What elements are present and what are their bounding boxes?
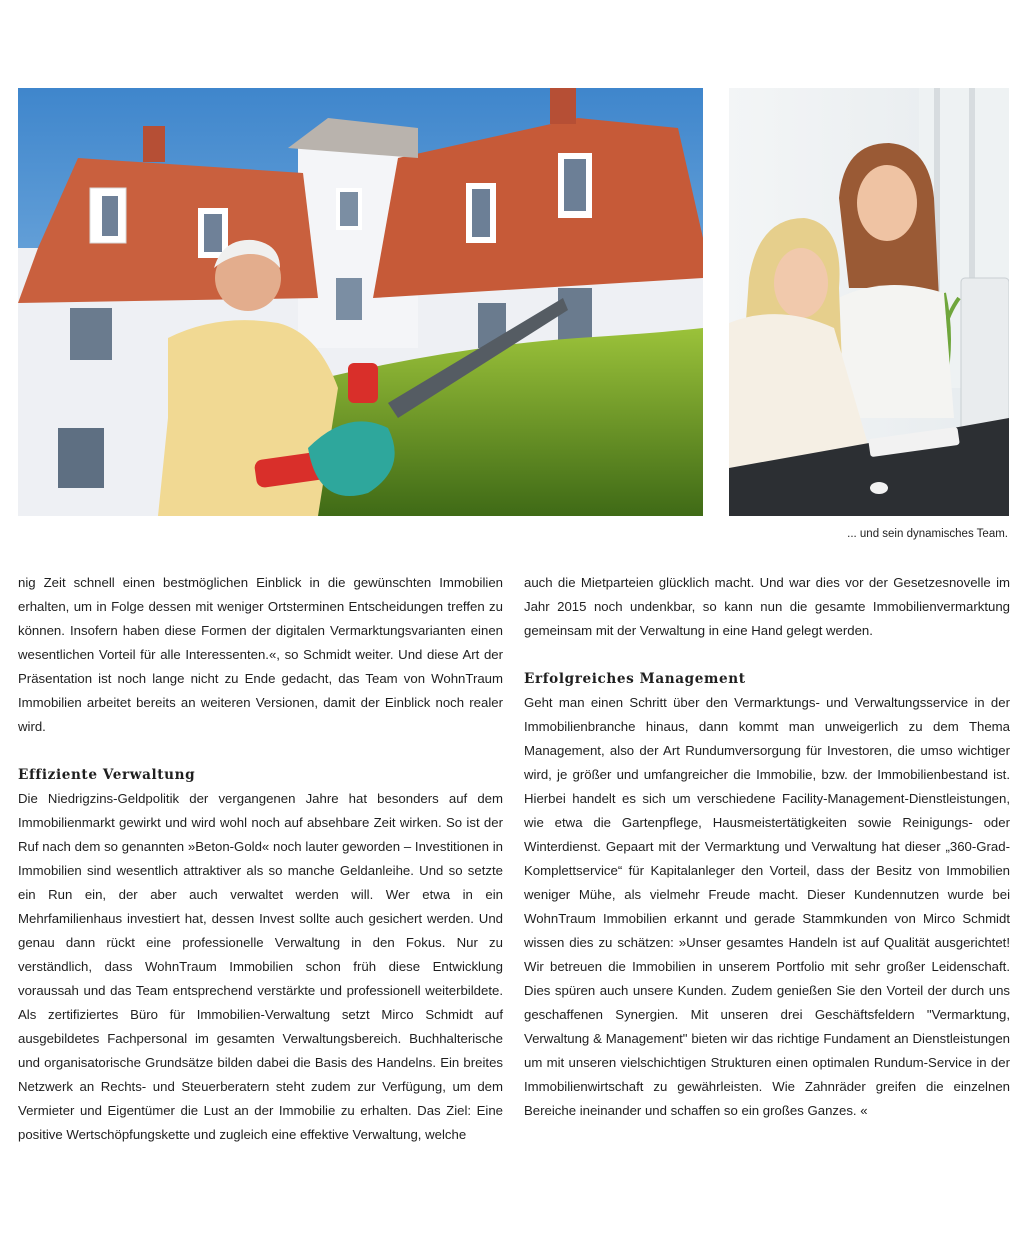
photo-man-hedge-trimming	[18, 88, 703, 516]
paragraph-intro-left: nig Zeit schnell einen bestmöglichen Einblick in die gewünschten Immobilien erhalten, um in Folge dessen mit weniger Ortsterminen Entscheidungen treffen zu können. Insofern haben diese Formen der digitalen Vermarktungsvarianten einen wesentlichen Vorteil für alle Interessenten.«, so Schmidt weiter. Und diese Art der Präsentation ist noch lange nicht zu Ende gedacht, das Team von WohnTraum Immobilien arbeitet bereits an weiteren Versionen, damit der Einblick noch realer wird.	[18, 575, 503, 734]
paragraph-management: Geht man einen Schritt über den Vermarktungs- und Verwaltungsservice in der Immobilienbranche hinaus, dann kommt man unweigerlich zu dem Thema Management, also der Art Rundumversorgung für Investoren, die umso wichtiger wird, je größer und umfangreicher die Immobilie, bzw. der Immobilienbestand ist. Hierbei handelt es sich um verschiedene Facility-Management-Dienstleistungen, wie etwa die Gartenpflege, Hausmeistertätigkeiten sowie Reinigungs- oder Winterdienst. Gepaart mit der Vermarktung und Verwaltung hat dieser „360-Grad-Komplettservice“ für Kapitalanleger den Vorteil, dass der Besitz von Immobilien weniger Mühe, als vielmehr Freude macht. Dieser Kundennutzen wurde bei WohnTraum Immobilien erkannt und gerade Stammkunden von Mirco Schmidt wissen dies zu schätzen: »Unser gesamtes Handeln ist auf Qualität ausgerichtet! Wir betreuen die Immobilien in unserem Portfolio mit sehr großer Leidenschaft. Dies spüren auch unsere Kunden. Zudem genießen Sie den Vorteil der durch uns geschaffenen Synergien. Mit unseren drei Geschäftsfeldern "Vermarktung, Verwaltung & Management" bieten wir das richtige Fundament an Dienstleistungen um mit unseren vielschichtigen Strukturen einen optimalen Rundum-Service in der Immobilienwirtschaft zu gewährleisten. Wie Zahnräder greifen die einzelnen Bereiche ineinander und schaffen so ein großes Ganzes. «	[524, 695, 1010, 1118]
photo-caption: ... und sein dynamisches Team.	[847, 528, 1008, 540]
heading-erfolgreiches-management: Erfolgreiches Management	[524, 671, 746, 687]
text-column-right	[524, 571, 1010, 1123]
heading-effiziente-verwaltung: Effiziente Verwaltung	[18, 767, 196, 783]
photo-team-at-computer	[729, 88, 1009, 516]
paragraph-verwaltung: Die Niedrigzins-Geldpolitik der vergangenen Jahre hat besonders auf dem Immobilienmarkt gewirkt und wird wohl noch auf absehbare Zeit wirken. So ist der Ruf nach dem so genannten »Beton-Gold« noch lauter geworden – Investitionen in Immobilien sind wesentlich attraktiver als so manche Geldanleihe. Und so setzte ein Run ein, der aber auch verwaltet werden will. Wer etwa in ein Mehrfamilienhaus investiert hat, dessen Invest sollte auch gesichert werden. Und genau dann rückt eine professionelle Verwaltung in den Fokus. Nur zu verständlich, dass WohnTraum Immobilien schon früh diese Entwicklung voraussah und das Team entsprechend verstärkte und professionell weiterbildete. Als zertifiziertes Büro für Immobilien-Verwaltung setzt Mirco Schmidt auf ausgebildetes Fachpersonal im gesamten Verwaltungsbereich. Buchhalterische und organisatorische Grundsätze bilden dabei die Basis des Handelns. Ein breites Netzwerk an Rechts- und Steuerberatern steht zudem zur Verfügung, um dem Vermieter und Eigentümer die Lust an der Immobilie zu erhalten. Das Ziel: Eine positive Wertschöpfungskette und zugleich eine effektive Verwaltung, welche	[18, 791, 503, 1142]
paragraph-intro-right: auch die Mietparteien glücklich macht. Und war dies vor der Gesetzesnovelle im Jahr 2015 noch undenkbar, so kann nun die gesamte Immobilienvermarktung gemeinsam mit der Verwaltung in eine Hand gelegt werden.	[524, 575, 1010, 638]
text-column-left	[18, 571, 503, 1147]
